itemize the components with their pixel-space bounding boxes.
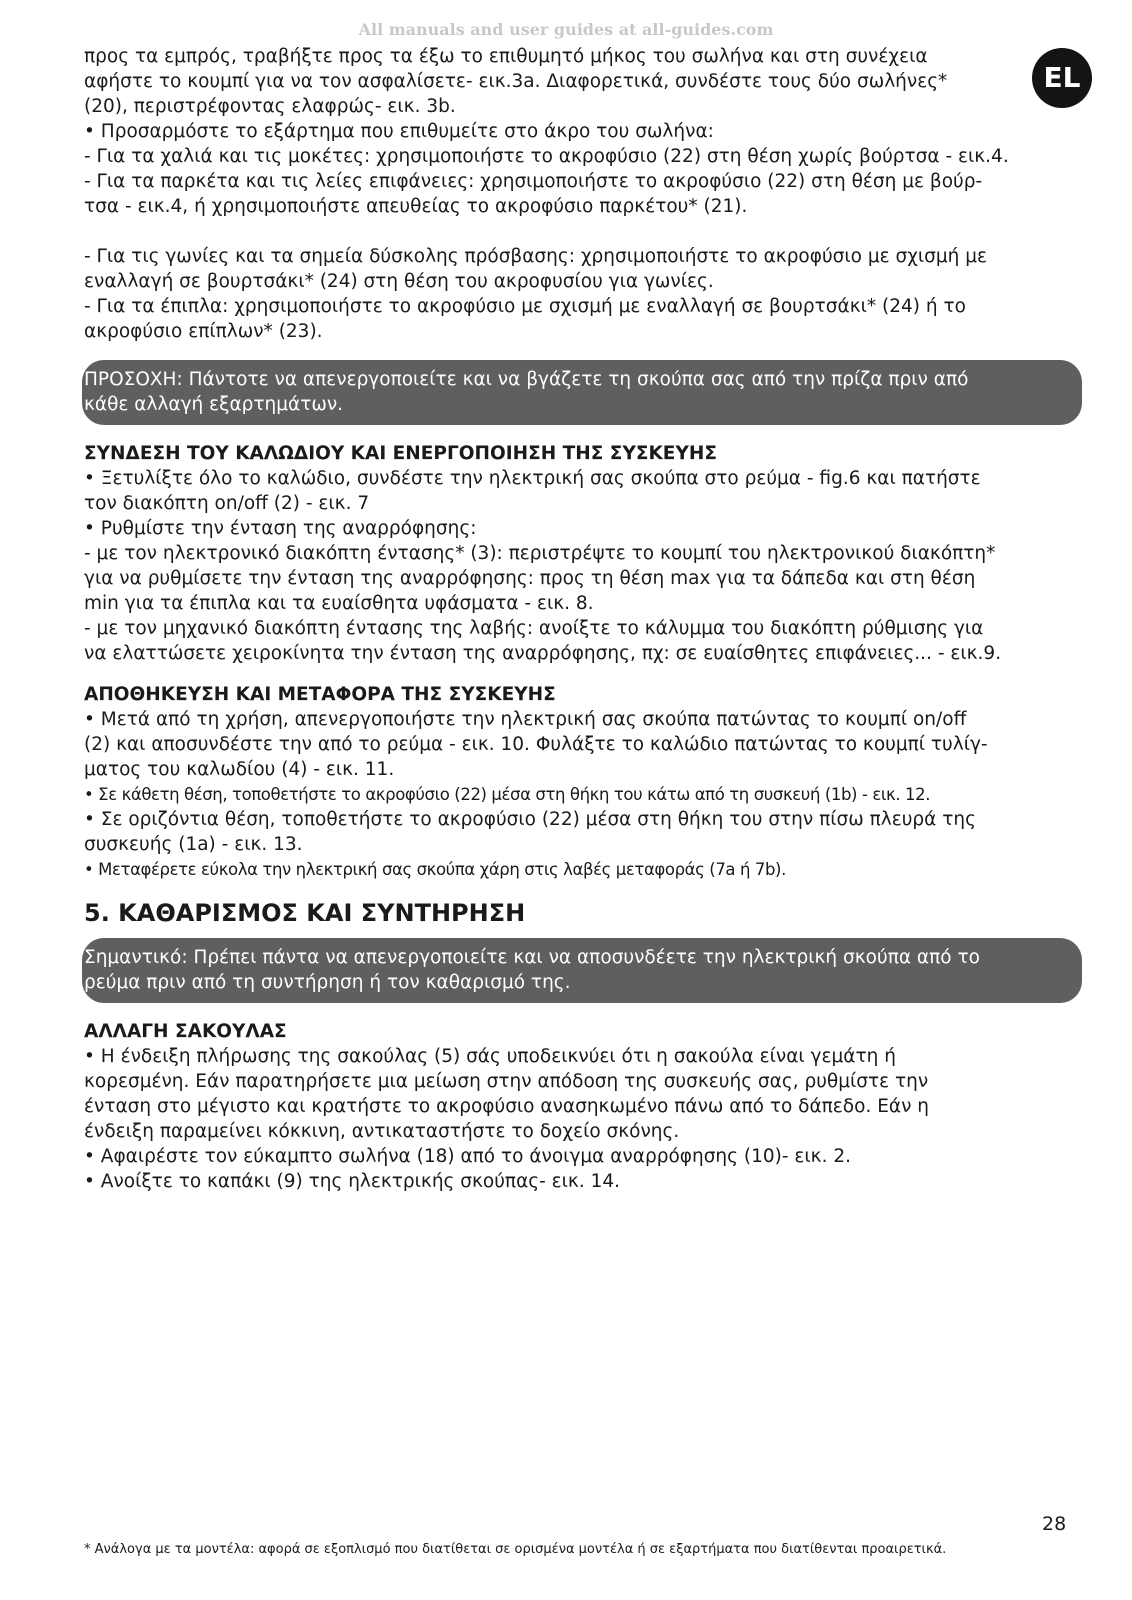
text-line: • Σε οριζόντια θέση, τοποθετήστε το ακροφύσιο (22) μέσα στη θήκη του στην πίσω πλευρά της bbox=[84, 809, 976, 830]
text-line: να ελαττώσετε χειροκίνητα την ένταση της αναρρόφησης, πχ: σε ευαίσθητες επιφάνειες... - εικ.9. bbox=[84, 643, 1002, 664]
text-line: - Για τα χαλιά και τις μοκέτες: χρησιμοποιήστε το ακροφύσιο (22) στη θέση χωρίς βούρτσα - εικ.4. bbox=[84, 146, 1009, 167]
text-line: (20), περιστρέφοντας ελαφρώς- εικ. 3b. bbox=[84, 96, 456, 117]
text-line: • Αφαιρέστε τον εύκαμπτο σωλήνα (18) από το άνοιγμα αναρρόφησης (10)- εικ. 2. bbox=[84, 1146, 851, 1167]
corners-block bbox=[84, 244, 1064, 344]
footnote: * Ανάλογα με τα μοντέλα: αφορά σε εξοπλισμό που διατίθεται σε ορισμένα μοντέλα ή σε εξαρτήματα που διατίθενται προαιρετικά. bbox=[84, 1542, 947, 1557]
text-line: ένδειξη παραμείνει κόκκινη, αντικαταστήστε το δοχείο σκόνης. bbox=[84, 1121, 680, 1142]
notice-line: κάθε αλλαγή εξαρτημάτων. bbox=[84, 394, 344, 415]
storage-section bbox=[84, 682, 1064, 882]
text-line: αφήστε το κουμπί για να τον ασφαλίσετε- εικ.3a. Διαφορετικά, συνδέστε τους δύο σωλήνες* bbox=[84, 71, 948, 92]
notice-line: Σημαντικό: Πρέπει πάντα να απενεργοποιείτε και να αποσυνδέετε την ηλεκτρική σκούπα από το bbox=[84, 947, 980, 968]
text-line: συσκευής (1a) - εικ. 13. bbox=[84, 834, 303, 855]
text-line: τσα - εικ.4, ή χρησιμοποιήστε απευθείας το ακροφύσιο παρκέτου* (21). bbox=[84, 196, 748, 217]
text-line: • Η ένδειξη πλήρωσης της σακούλας (5) σάς υποδεικνύει ότι η σακούλα είναι γεμάτη ή bbox=[84, 1046, 896, 1067]
text-line: ματος του καλωδίου (4) - εικ. 11. bbox=[84, 759, 395, 780]
cable-heading: ΣΥΝΔΕΣΗ ΤΟΥ ΚΑΛΩΔΙΟΥ ΚΑΙ ΕΝΕΡΓΟΠΟΙΗΣΗ ΤΗΣ ΣΥΣΚΕΥΗΣ bbox=[84, 443, 717, 464]
text-line: κορεσμένη. Εάν παρατηρήσετε μια μείωση στην απόδοση της συσκευής σας, ρυθμίστε την bbox=[84, 1071, 929, 1092]
text-line: για να ρυθμίσετε την ένταση της αναρρόφησης: προς τη θέση max για τα δάπεδα και στη θέση bbox=[84, 568, 976, 589]
cable-section bbox=[84, 441, 1064, 666]
notice-line: ΠΡΟΣΟΧΗ: Πάντοτε να απενεργοποιείτε και να βγάζετε τη σκούπα σας από την πρίζα πριν από bbox=[84, 369, 969, 390]
storage-heading: ΑΠΟΘΗΚΕΥΣΗ ΚΑΙ ΜΕΤΑΦΟΡΑ ΤΗΣ ΣΥΣΚΕΥΗΣ bbox=[84, 684, 556, 705]
text-line: • Μεταφέρετε εύκολα την ηλεκτρική σας σκούπα χάρη στις λαβές μεταφοράς (7a ή 7b). bbox=[84, 860, 786, 879]
text-line: - με τον μηχανικό διακόπτη έντασης της λαβής: ανοίξτε το κάλυμμα του διακόπτη ρύθμισης για bbox=[84, 618, 984, 639]
bag-section bbox=[84, 1019, 1064, 1194]
text-line: προς τα εμπρός, τραβήξτε προς τα έξω το επιθυμητό μήκος του σωλήνα και στη συνέχεια bbox=[84, 46, 928, 67]
text-line: • Σε κάθετη θέση, τοποθετήστε το ακροφύσιο (22) μέσα στη θήκη του κάτω από τη συσκευή (1b) - εικ. 12. bbox=[84, 785, 931, 804]
text-line: • Προσαρμόστε το εξάρτημα που επιθυμείτε στο άκρο του σωλήνα: bbox=[84, 121, 714, 142]
text-line: (2) και αποσυνδέστε την από το ρεύμα - εικ. 10. Φυλάξτε το καλώδιο πατώντας το κουμπί τυλίγ- bbox=[84, 734, 988, 755]
text-line: εναλλαγή σε βουρτσάκι* (24) στη θέση του ακροφυσίου για γωνίες. bbox=[84, 271, 714, 292]
bag-heading: ΑΛΛΑΓΗ ΣΑΚΟΥΛΑΣ bbox=[84, 1021, 287, 1042]
page-content bbox=[84, 44, 1064, 1194]
text-line: - Για τα παρκέτα και τις λείες επιφάνειες: χρησιμοποιήστε το ακροφύσιο (22) στη θέση με βούρ- bbox=[84, 171, 983, 192]
language-badge: EL bbox=[1032, 48, 1092, 108]
text-line: • Μετά από τη χρήση, απενεργοποιήστε την ηλεκτρική σας σκούπα πατώντας το κουμπί on/off bbox=[84, 709, 967, 730]
text-line: • Ξετυλίξτε όλο το καλώδιο, συνδέστε την ηλεκτρική σας σκούπα στο ρεύμα - fig.6 και πατήστε bbox=[84, 468, 981, 489]
text-line: • Ρυθμίστε την ένταση της αναρρόφησης: bbox=[84, 518, 477, 539]
page-number: 28 bbox=[1042, 1513, 1067, 1535]
intro-block bbox=[84, 44, 1064, 219]
text-line: - Για τα έπιπλα: χρησιμοποιήστε το ακροφύσιο με σχισμή με εναλλαγή σε βουρτσάκι* (24) ή το bbox=[84, 296, 966, 317]
text-line: - Για τις γωνίες και τα σημεία δύσκολης πρόσβασης: χρησιμοποιήστε το ακροφύσιο με σχισμή με bbox=[84, 246, 988, 267]
caution-notice bbox=[82, 360, 1082, 425]
important-notice bbox=[82, 938, 1082, 1003]
text-line: τον διακόπτη on/off (2) - εικ. 7 bbox=[84, 493, 370, 514]
text-line: • Ανοίξτε το καπάκι (9) της ηλεκτρικής σκούπας- εικ. 14. bbox=[84, 1171, 621, 1192]
text-line: - με τον ηλεκτρονικό διακόπτη έντασης* (3): περιστρέψτε το κουμπί του ηλεκτρονικού διακόπτη* bbox=[84, 543, 996, 564]
text-line: ένταση στο μέγιστο και κρατήστε το ακροφύσιο ανασηκωμένο πάνω από το δάπεδο. Εάν η bbox=[84, 1096, 930, 1117]
section-title: 5. ΚΑΘΑΡΙΣΜΟΣ ΚΑΙ ΣΥΝΤΗΡΗΣΗ bbox=[84, 899, 526, 927]
text-line: ακροφύσιο επίπλων* (23). bbox=[84, 321, 323, 342]
watermark: All manuals and user guides at all-guides.com bbox=[358, 20, 774, 39]
notice-line: ρεύμα πριν από τη συντήρηση ή τον καθαρισμό της. bbox=[84, 972, 571, 993]
text-line: min για τα έπιπλα και τα ευαίσθητα υφάσματα - εικ. 8. bbox=[84, 593, 594, 614]
